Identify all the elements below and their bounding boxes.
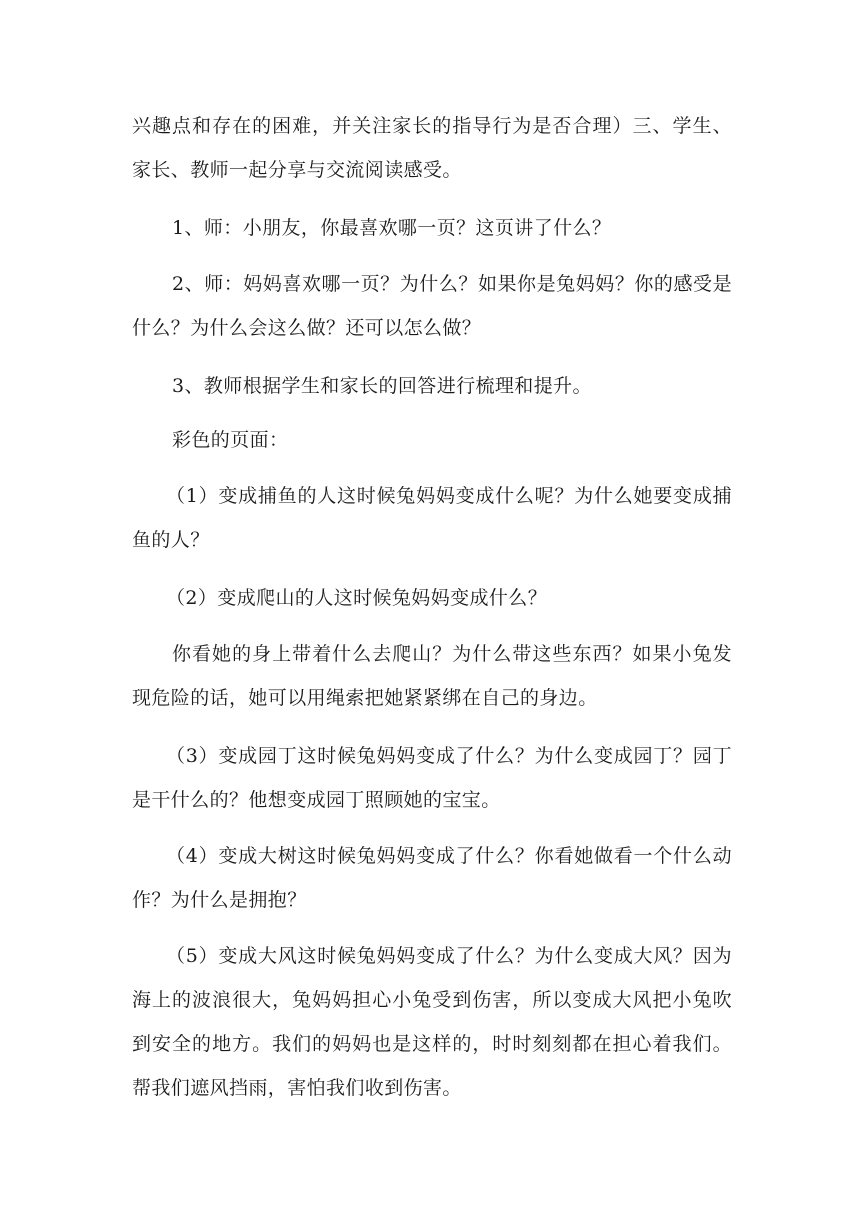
paragraph-question-1: 1、师：小朋友，你最喜欢哪一页？这页讲了什么？ (172, 217, 612, 239)
paragraph-colored-pages-heading: 彩色的页面： (172, 429, 289, 451)
paragraph-item-1: （1）变成捕鱼的人这时候兔妈妈变成什么呢？为什么她要变成捕鱼的人？ (132, 485, 732, 551)
paragraph-item-3: （3）变成园丁这时候兔妈妈变成了什么？为什么变成园丁？园丁是干什么的？他想变成园丁照顾她的宝宝。 (132, 745, 732, 811)
paragraph-item-4: （4）变成大树这时候兔妈妈变成了什么？你看她做看一个什么动作？为什么是拥抱？ (132, 845, 732, 911)
paragraph-item-2: （2）变成爬山的人这时候兔妈妈变成什么？ (166, 587, 548, 609)
paragraph-question-2: 2、师：妈妈喜欢哪一页？为什么？如果你是兔妈妈？你的感受是什么？为什么会这么做？还可以怎么做？ (132, 273, 732, 339)
paragraph-intro: 兴趣点和存在的困难，并关注家长的指导行为是否合理）三、学生、家长、教师一起分享与交流阅读感受。 (132, 115, 732, 181)
paragraph-item-5: （5）变成大风这时候兔妈妈变成了什么？为什么变成大风？因为海上的波浪很大，兔妈妈担心小兔受到伤害，所以变成大风把小兔吹到安全的地方。我们的妈妈也是这样的，时时刻刻都在担心着我们。帮我们遮风挡雨，害怕我们收到伤害。 (132, 945, 732, 1099)
paragraph-item-2-detail: 你看她的身上带着什么去爬山？为什么带这些东西？如果小兔发现危险的话，她可以用绳索把她紧紧绑在自己的身边。 (132, 643, 732, 709)
paragraph-question-3: 3、教师根据学生和家长的回答进行梳理和提升。 (172, 375, 592, 397)
